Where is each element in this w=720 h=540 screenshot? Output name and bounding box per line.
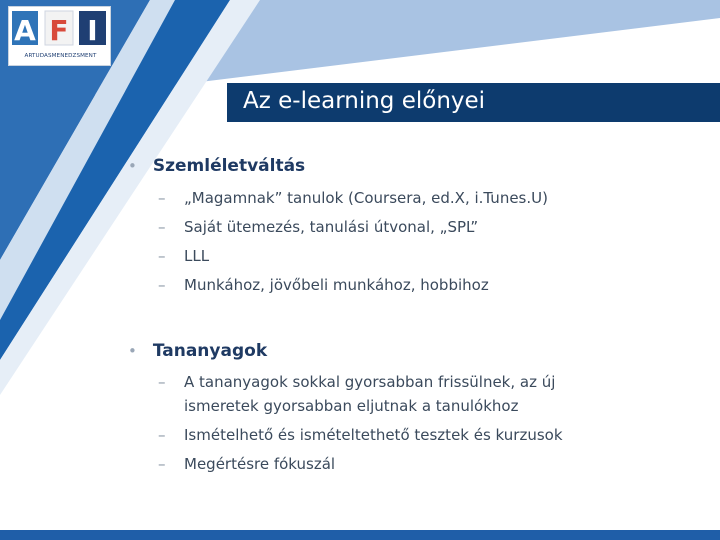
section-heading [128, 156, 305, 176]
list-item-continuation: ismeretek gyorsabban eljutnak a tanulókhoz [184, 397, 519, 415]
logo-caption: ARTUDASMENEDZSMENT [24, 53, 97, 59]
bottom-bar [0, 530, 720, 540]
heading-text: Tananyagok [152, 341, 268, 361]
list-item-text: „Magamnak” tanulok (Coursera, ed.X, i.Tunes.U) [184, 189, 548, 207]
svg-text:A: A [14, 14, 36, 47]
dash-icon: – [158, 189, 166, 207]
list-item-text: A tananyagok sokkal gyorsabban frissülnek, az új [184, 373, 556, 391]
dash-icon: – [158, 426, 166, 444]
list-item-text: LLL [184, 247, 210, 265]
logo-mark [9, 7, 110, 51]
bullet-icon: • [128, 342, 137, 360]
svg-text:F: F [49, 14, 69, 47]
svg-text:I: I [87, 14, 98, 47]
section-heading [128, 341, 267, 361]
heading-text: Szemléletváltás [152, 156, 306, 176]
list-item [158, 218, 478, 236]
list-item-text: Munkához, jövőbeli munkához, hobbihoz [184, 276, 489, 294]
list-item [158, 189, 548, 207]
list-item [158, 455, 335, 473]
dash-icon: – [158, 218, 166, 236]
title-bar [227, 83, 720, 122]
list-item [158, 276, 489, 294]
list-item [158, 426, 563, 444]
list-item [158, 247, 209, 265]
list-item-text: Megértésre fókuszál [184, 455, 336, 473]
list-item [158, 373, 555, 391]
dash-icon: – [158, 455, 166, 473]
company-logo [8, 6, 111, 66]
dash-icon: – [158, 373, 166, 391]
bullet-icon: • [128, 157, 137, 175]
slide-title: Az e-learning előnyei [243, 88, 486, 114]
list-item-text: Ismételhető és ismételtethető tesztek és kurzusok [184, 426, 563, 444]
dash-icon: – [158, 247, 166, 265]
dash-icon: – [158, 276, 166, 294]
list-item-text: Saját ütemezés, tanulási útvonal, „SPL” [184, 218, 479, 236]
